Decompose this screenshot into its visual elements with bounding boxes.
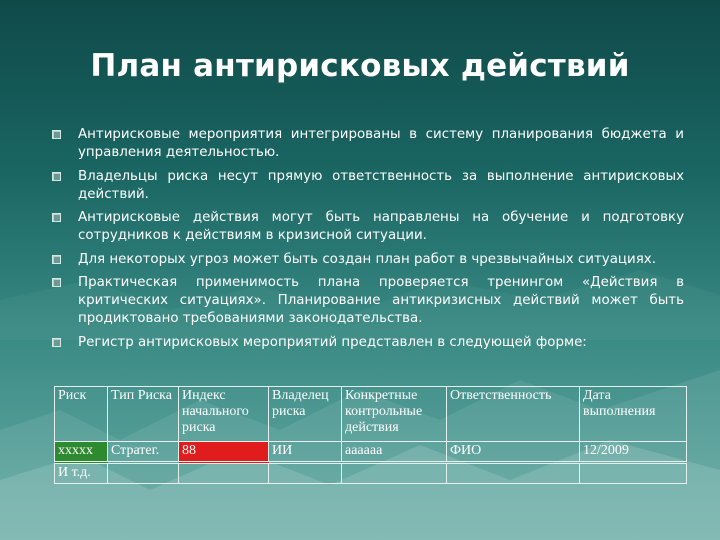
table-cell: ххххх [55, 442, 108, 463]
bullet-item [50, 274, 684, 328]
table-header-row [55, 387, 687, 442]
bullet-text: Регистр антирисковых мероприятий представлен в следующей форме: [78, 334, 587, 350]
table-cell: аааааа [342, 442, 447, 463]
bullet-item [50, 168, 684, 204]
table-row [55, 463, 687, 484]
risk-register-table-wrap [54, 386, 686, 490]
header-cell: Риск [55, 387, 108, 442]
checkbox-bullet-icon [52, 255, 61, 264]
header-cell: Ответственность [447, 387, 580, 442]
bullet-item [50, 334, 684, 352]
header-cell: Индекс начального риска [179, 387, 269, 442]
table-row [55, 442, 687, 463]
table-cell [580, 463, 687, 484]
bullet-list [50, 126, 684, 357]
header-cell: Конкретные контрольные действия [342, 387, 447, 442]
bullet-text: Антирисковые мероприятия интегрированы в систему планирования бюджета и управления деятельностью. [78, 127, 684, 160]
table-cell: ИИ [269, 442, 342, 463]
bullet-text: Владельцы риска несут прямую ответственность за выполнение антирисковых действий. [78, 168, 684, 202]
checkbox-bullet-icon [52, 278, 61, 287]
risk-register-table [54, 386, 687, 484]
table-cell: ФИО [447, 442, 580, 463]
checkbox-bullet-icon [52, 130, 61, 139]
table-cell: И т.д. [55, 463, 108, 484]
table-cell [108, 463, 179, 484]
header-cell: Дата выполнения [580, 387, 687, 442]
header-cell: Тип Риска [108, 387, 179, 442]
table-cell [179, 463, 269, 484]
table-cell [342, 463, 447, 484]
slide-title: План антирисковых действий [90, 48, 630, 84]
bullet-item [50, 209, 684, 245]
table-cell: Стратег. [108, 442, 179, 463]
bullet-text: Практическая применимость плана проверяется тренингом «Действия в критических ситуациях». Планирование антикризисных действий может быть продиктовано требованиями законодательства. [78, 275, 684, 326]
table-cell: 88 [179, 442, 269, 463]
table-cell [269, 463, 342, 484]
header-cell: Владелец риска [269, 387, 342, 442]
table-cell [447, 463, 580, 484]
checkbox-bullet-icon [52, 338, 61, 347]
bullet-text: Антирисковые действия могут быть направлены на обучение и подготовку сотрудников к действиям в кризисной ситуации. [78, 210, 684, 243]
bullet-item [50, 251, 684, 269]
bullet-item [50, 126, 684, 162]
checkbox-bullet-icon [52, 172, 61, 181]
table-cell: 12/2009 [580, 442, 687, 463]
bullet-text: Для некоторых угроз может быть создан план работ в чрезвычайных ситуациях. [78, 251, 656, 267]
checkbox-bullet-icon [52, 213, 61, 222]
